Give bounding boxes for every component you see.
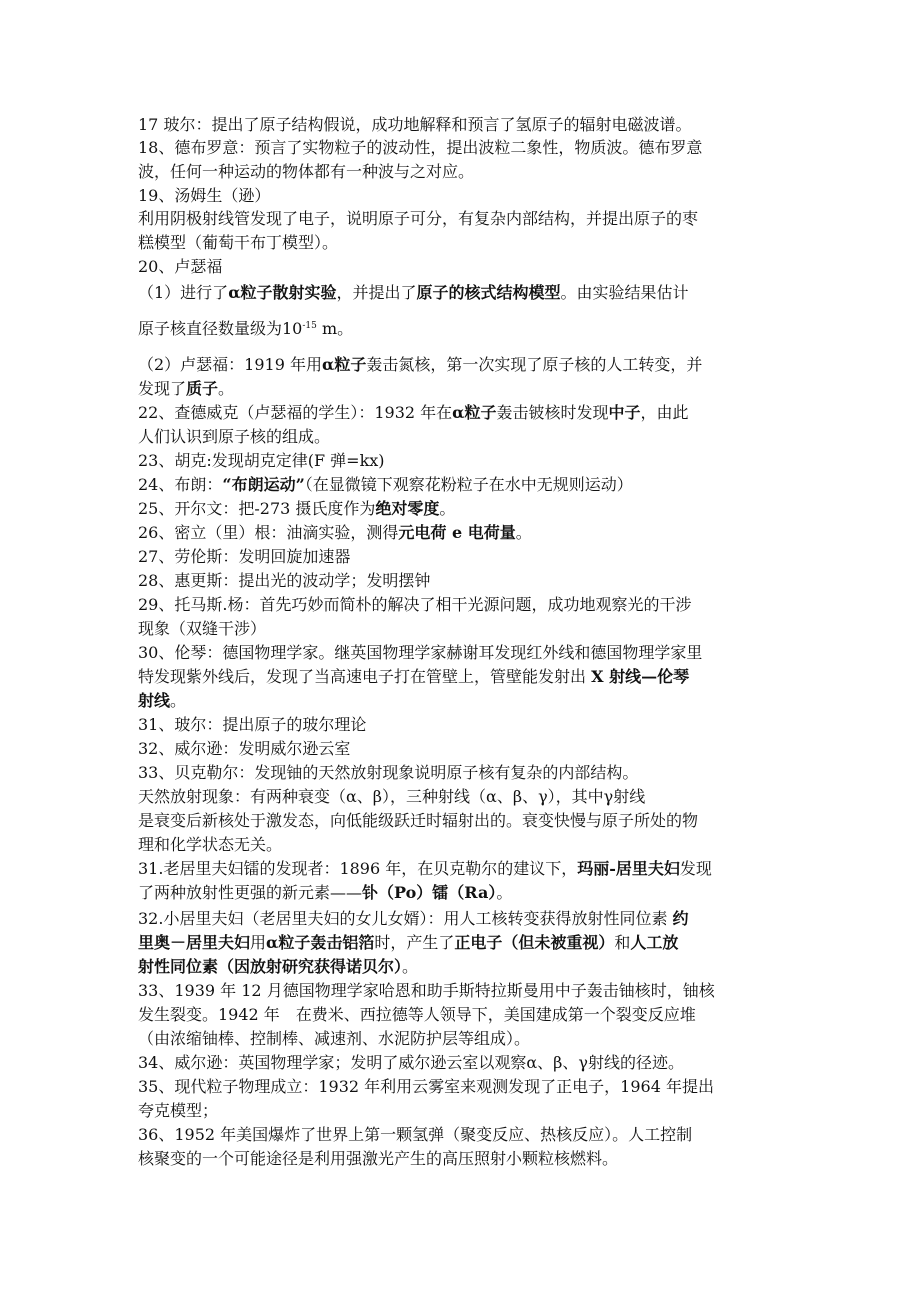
- text-segment: 原子核直径数量级为10: [138, 319, 303, 338]
- text-line: [138, 1027, 788, 1051]
- text-segment: 发生裂变。1942 年 在费米、西拉德等人领导下，美国建成第一个裂变反应堆: [138, 1005, 696, 1024]
- text-line: [138, 737, 788, 761]
- text-line: [138, 207, 788, 231]
- text-segment: 32.小居里夫妇（老居里夫妇的女儿女婿）：用人工核转变获得放射性同位素: [138, 909, 673, 928]
- text-line: [138, 231, 788, 255]
- text-segment: 26、密立（里）根：油滴实验，测得: [138, 523, 399, 542]
- text-segment: 发现: [679, 859, 712, 878]
- text-segment: 。: [496, 883, 513, 902]
- text-line: [138, 979, 788, 1003]
- text-segment: 。由实验结果估计: [560, 283, 689, 302]
- text-segment: 30、伦琴：德国物理学家。继英国物理学家赫谢耳发现红外线和德国物理学家里: [138, 643, 703, 662]
- bold-text: 约: [672, 909, 689, 928]
- text-line: [138, 497, 788, 521]
- text-segment: 用: [250, 933, 267, 952]
- text-segment: 发现了: [138, 379, 187, 398]
- text-line: [138, 1147, 788, 1171]
- text-segment: 是衰变后新核处于激发态，向低能级跃迁时辐射出的。衰变快慢与原子所处的物: [138, 811, 699, 830]
- text-segment: m。: [316, 319, 354, 338]
- bold-text: 射性同位素（因放射研究获得诺贝尔）: [138, 957, 403, 976]
- text-line: [138, 317, 788, 341]
- text-line: [138, 521, 788, 545]
- text-segment: 18、德布罗意：预言了实物粒子的波动性，提出波粒二象性，物质波。德布罗意: [138, 138, 703, 157]
- text-line: [138, 881, 788, 905]
- text-segment: 32、威尔逊：发明威尔逊云室: [138, 739, 351, 758]
- text-segment: 现象（双缝干涉）: [138, 619, 267, 638]
- bold-text: 正电子（但未被重视）: [454, 933, 615, 952]
- text-line: [138, 569, 788, 593]
- text-line: [138, 713, 788, 737]
- text-segment: 22、查德威克（卢瑟福的学生）：1932 年在: [138, 403, 453, 422]
- text-line: [138, 449, 788, 473]
- text-segment: 理和化学状态无关。: [138, 835, 283, 854]
- text-segment: 33、贝克勒尔：发现铀的天然放射现象说明原子核有复杂的内部结构。: [138, 763, 639, 782]
- text-line: [138, 1003, 788, 1027]
- text-line: [138, 907, 788, 931]
- text-segment: 人们认识到原子核的组成。: [138, 427, 331, 446]
- text-segment: 35、现代粒子物理成立：1932 年利用云雾室来观测发现了正电子，1964 年提出: [138, 1077, 714, 1096]
- text-line: [138, 136, 788, 160]
- bold-text: 人工放: [630, 933, 679, 952]
- text-line: [138, 617, 788, 641]
- text-segment: 34、威尔逊：英国物理学家；发明了威尔逊云室以观察α、β、γ射线的径迹。: [138, 1053, 684, 1072]
- bold-text: 元电荷 e 电荷量: [398, 523, 516, 542]
- text-line: [138, 281, 788, 305]
- text-line: [138, 833, 788, 857]
- text-segment: 19、汤姆生（逊）: [138, 186, 271, 205]
- text-line: [138, 1099, 788, 1123]
- bold-text: “布朗运动”: [222, 475, 305, 494]
- bold-text: α粒子: [452, 403, 497, 422]
- text-segment: 天然放射现象：有两种衰变（α、β），三种射线（α、β、γ），其中γ射线: [138, 787, 646, 806]
- bold-text: 里奥－居里夫妇: [138, 933, 251, 952]
- text-segment: 36、1952 年美国爆炸了世界上第一颗氢弹（聚变反应、热核反应）。人工控制: [138, 1125, 693, 1144]
- text-line: [138, 593, 788, 617]
- text-line: [138, 377, 788, 401]
- text-line: [138, 545, 788, 569]
- text-segment: 。: [439, 499, 456, 518]
- bold-text: α粒子轰击铝箔: [266, 933, 375, 952]
- text-line: [138, 1051, 788, 1075]
- bold-text: 玛丽-居里夫妇: [577, 859, 680, 878]
- text-segment: （1）进行了: [138, 283, 229, 302]
- text-segment: 33、1939 年 12 月德国物理学家哈恩和助手斯特拉斯曼用中子轰击铀核时，铀核: [138, 981, 715, 1000]
- text-line: [138, 809, 788, 833]
- text-line: [138, 401, 788, 425]
- text-segment: 轰击铍核时发现: [496, 403, 609, 422]
- text-segment: 29、托马斯.杨：首先巧妙而简朴的解决了相干光源问题，成功地观察光的干涉: [138, 595, 692, 614]
- text-segment: 24、布朗：: [138, 475, 223, 494]
- text-segment: 。: [218, 379, 235, 398]
- text-line: [138, 184, 788, 208]
- text-segment: ，并提出了: [336, 283, 417, 302]
- text-line: [138, 1123, 788, 1147]
- text-segment: （由浓缩铀棒、控制棒、减速剂、水泥防护层等组成）。: [138, 1029, 531, 1048]
- text-segment: 特发现紫外线后，发现了当高速电子打在管壁上，管壁能发射出: [138, 667, 592, 686]
- text-segment: ，由此: [640, 403, 689, 422]
- text-segment: 和: [614, 933, 631, 952]
- bold-text: α粒子散射实验: [228, 283, 337, 302]
- text-line: [138, 255, 788, 279]
- bold-text: 钋（Po）镭（Ra）: [362, 883, 497, 902]
- bold-text: α粒子: [322, 355, 367, 374]
- text-line: [138, 955, 788, 979]
- text-segment: 23、胡克:发现胡克定律(F 弹=kx): [138, 451, 385, 470]
- text-segment: 17 玻尔：提出了原子结构假说，成功地解释和预言了氢原子的辐射电磁波谱。: [138, 115, 692, 134]
- text-line: [138, 931, 788, 955]
- text-segment: 核聚变的一个可能途径是利用强激光产生的高压照射小颗粒核燃料。: [138, 1149, 619, 1168]
- text-line: [138, 641, 788, 665]
- text-segment: 28、惠更斯：提出光的波动学；发明摆钟: [138, 571, 431, 590]
- text-line: [138, 425, 788, 449]
- text-line: [138, 473, 788, 497]
- text-segment: 轰击氮核，第一次实现了原子核的人工转变，并: [366, 355, 703, 374]
- text-segment: 25、开尔文：把-273 摄氏度作为: [138, 499, 376, 518]
- bold-text: 中子: [608, 403, 641, 422]
- text-segment: 糕模型（葡萄干布丁模型）。: [138, 233, 339, 252]
- text-segment: 时，产生了: [374, 933, 455, 952]
- bold-text: 原子的核式结构模型: [416, 283, 561, 302]
- text-segment: 利用阴极射线管发现了电子，说明原子可分，有复杂内部结构，并提出原子的枣: [138, 209, 699, 228]
- text-line: [138, 113, 788, 137]
- bold-text: X 射线—伦琴: [591, 667, 690, 686]
- text-segment: 。: [402, 957, 419, 976]
- text-segment: 31、玻尔：提出原子的玻尔理论: [138, 715, 367, 734]
- text-segment: 。: [515, 523, 532, 542]
- text-line: [138, 353, 788, 377]
- text-segment: 27、劳伦斯：发明回旋加速器: [138, 547, 351, 566]
- text-segment: 31.老居里夫妇镭的发现者：1896 年，在贝克勒尔的建议下，: [138, 859, 578, 878]
- text-segment: （在显微镜下观察花粉粒子在水中无规则运动）: [304, 475, 633, 494]
- text-line: [138, 785, 788, 809]
- superscript: -15: [302, 321, 317, 331]
- bold-text: 射线: [138, 691, 171, 710]
- text-line: [138, 160, 788, 184]
- text-segment: （2）卢瑟福：1919 年用: [138, 355, 322, 374]
- bold-text: 质子: [186, 379, 219, 398]
- text-segment: 夸克模型；: [138, 1101, 219, 1120]
- text-segment: 波，任何一种运动的物体都有一种波与之对应。: [138, 162, 475, 181]
- text-segment: 20、卢瑟福: [138, 257, 223, 276]
- text-line: [138, 857, 788, 881]
- text-line: [138, 689, 788, 713]
- bold-text: 绝对零度: [375, 499, 440, 518]
- text-line: [138, 665, 788, 689]
- text-segment: 了两种放射性更强的新元素——: [138, 883, 363, 902]
- text-segment: 。: [170, 691, 187, 710]
- text-line: [138, 761, 788, 785]
- text-line: [138, 1075, 788, 1099]
